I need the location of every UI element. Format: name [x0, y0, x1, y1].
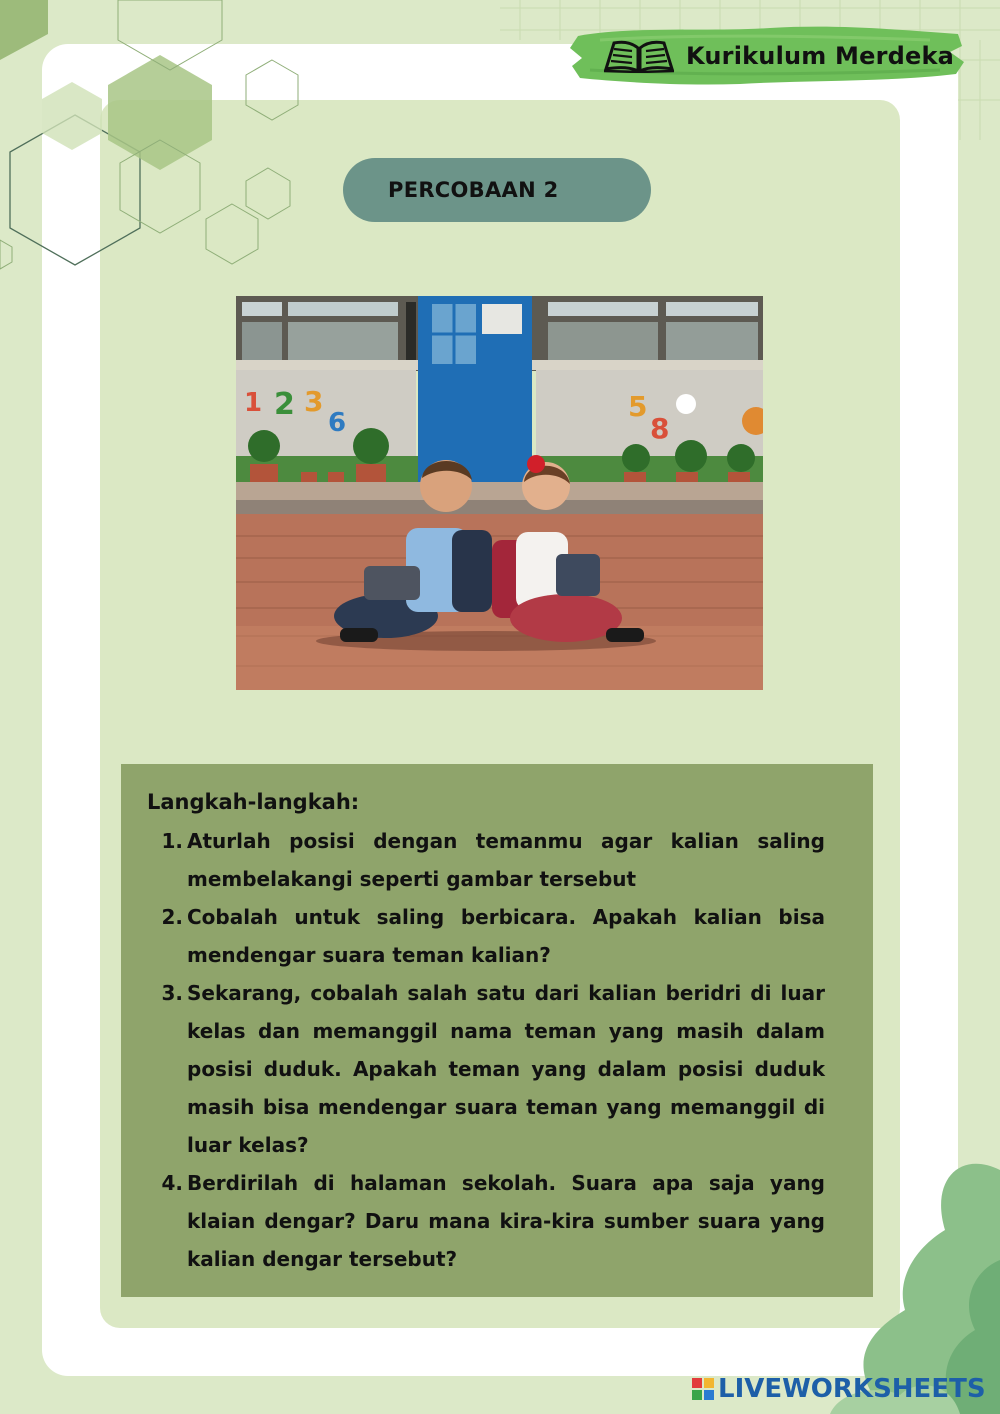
liveworksheets-logo[interactable] — [692, 1374, 986, 1404]
svg-text:1: 1 — [244, 388, 263, 418]
liveworksheets-mark-icon — [692, 1378, 714, 1400]
open-book-icon — [602, 39, 676, 73]
experiment-title-pill — [343, 158, 651, 222]
svg-text:3: 3 — [304, 385, 324, 418]
steps-list — [147, 822, 825, 1278]
step-item — [147, 822, 825, 898]
step-text: Cobalah untuk saling berbicara. Apakah kalian bisa mendengar suara teman kalian? — [187, 905, 825, 967]
header-banner — [602, 36, 954, 76]
step-number: 4. — [161, 1171, 183, 1195]
step-text: Aturlah posisi dengan temanmu agar kalian saling membelakangi seperti gambar tersebut — [187, 829, 825, 891]
svg-text:6: 6 — [328, 408, 347, 438]
step-number: 3. — [161, 981, 183, 1005]
step-item — [147, 898, 825, 974]
steps-box — [121, 764, 873, 1297]
step-item — [147, 1164, 825, 1278]
svg-text:5: 5 — [628, 390, 648, 423]
step-text: Berdirilah di halaman sekolah. Suara apa saja yang klaian dengar? Daru mana kira-kira sumber suara yang kalian dengar tersebut? — [187, 1171, 825, 1271]
step-text: Sekarang, cobalah salah satu dari kalian beridri di luar kelas dan memanggil nama teman yang masih dalam posisi duduk. Apakah teman yang dalam posisi duduk masih bisa mendengar suara teman yang memanggil di luar kelas? — [187, 981, 825, 1157]
svg-text:2: 2 — [274, 387, 295, 422]
curriculum-label: Kurikulum Merdeka — [686, 42, 955, 70]
step-number: 1. — [161, 829, 183, 853]
two-students-sitting-back-to-back-photo — [236, 296, 763, 690]
step-item — [147, 974, 825, 1164]
liveworksheets-brand: LIVEWORKSHEETS — [718, 1374, 986, 1404]
svg-text:8: 8 — [650, 412, 670, 445]
experiment-title: PERCOBAAN 2 — [388, 178, 559, 202]
steps-heading: Langkah-langkah: — [147, 790, 360, 814]
step-number: 2. — [161, 905, 183, 929]
